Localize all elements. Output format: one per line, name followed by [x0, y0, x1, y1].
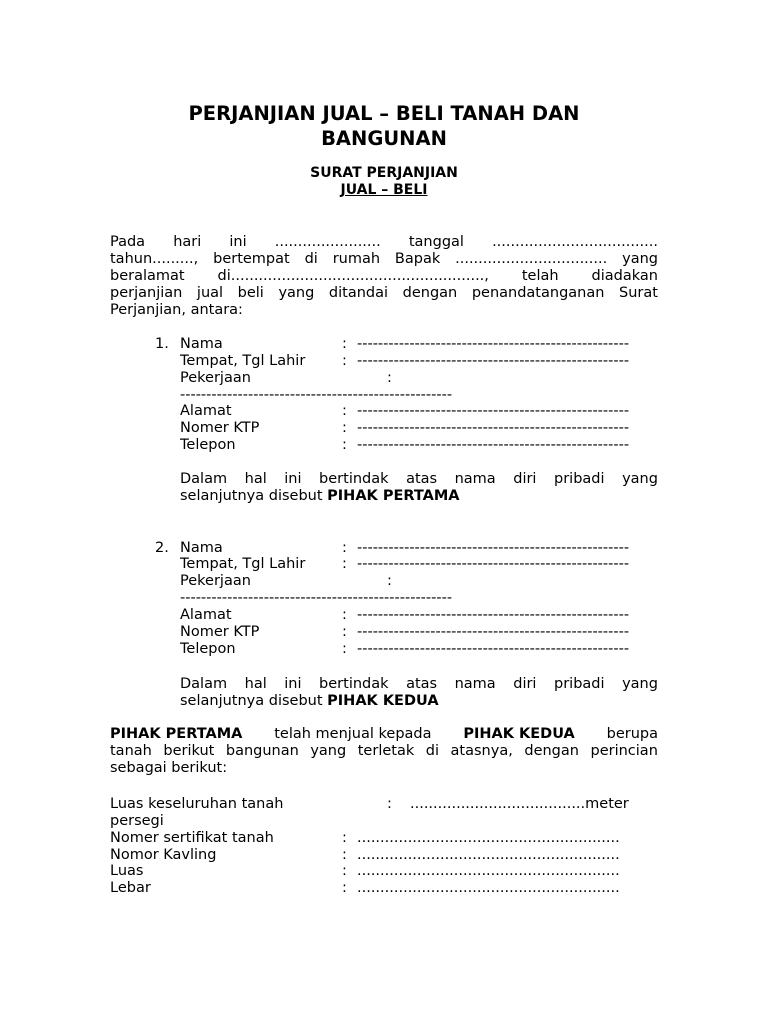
party-2-ttl-value: ----------------------------------------------------: [357, 556, 630, 572]
party-1-telepon-value: ----------------------------------------------------: [357, 437, 630, 453]
party-1-alamat-value: ----------------------------------------------------: [357, 403, 630, 419]
word: pribadi: [554, 471, 605, 487]
land-total-colon: :: [387, 796, 392, 812]
land-total-label: Luas keseluruhan tanah: [110, 796, 284, 812]
party-2-ttl-colon: :: [342, 556, 347, 572]
land-luas-label: Luas: [110, 863, 144, 879]
party-1-ktp-value: ----------------------------------------------------: [357, 420, 630, 436]
word: bertindak: [319, 471, 389, 487]
document-subtitle: [110, 165, 658, 199]
word: di: [425, 743, 440, 759]
land-total-wrap: persegi: [110, 813, 164, 829]
word: yang: [310, 743, 347, 759]
sale-party-1: PIHAK PERTAMA: [110, 726, 243, 742]
land-sertifikat-colon: :: [342, 830, 347, 846]
sale-line-3: sebagai berikut:: [110, 760, 228, 776]
land-sertifikat-label: Nomer sertifikat tanah: [110, 830, 274, 846]
land-lebar-colon: :: [342, 880, 347, 896]
party-2-ttl-label: Tempat, Tgl Lahir: [180, 556, 306, 572]
word: Dalam: [180, 471, 228, 487]
intro-line-2: [110, 251, 658, 268]
land-kavling-colon: :: [342, 847, 347, 863]
party-1-telepon-colon: :: [342, 437, 347, 453]
subtitle-line-2: JUAL – BELI: [340, 182, 428, 198]
party-1-ttl-value: ----------------------------------------------------: [357, 353, 630, 369]
word: diadakan: [591, 268, 658, 284]
word: nama: [454, 676, 496, 692]
party-1-nama-colon: :: [342, 336, 347, 352]
party-2-ktp-label: Nomer KTP: [180, 624, 260, 640]
land-lebar-label: Lebar: [110, 880, 151, 896]
party-1-alamat-label: Alamat: [180, 403, 232, 419]
word: atas: [406, 471, 438, 487]
party-1-statement-prefix: selanjutnya disebut: [180, 488, 328, 504]
word: penandatanganan: [471, 285, 605, 301]
party-2-role: PIHAK KEDUA: [327, 693, 439, 709]
party-2-pekerjaan-label: Pekerjaan: [180, 573, 251, 589]
party-1-pekerjaan-colon: :: [387, 370, 392, 386]
land-kavling-value: .........................................................: [357, 847, 620, 863]
word: yang: [622, 676, 658, 692]
title-line-1: PERJANJIAN JUAL – BELI TANAH DAN: [188, 102, 580, 125]
word: tanah: [110, 743, 152, 759]
intro-line-4: [110, 285, 658, 302]
sale-verb: telah menjual kepada: [274, 726, 432, 742]
party-1-statement-line-1: [180, 471, 658, 488]
word: rumah: [332, 251, 381, 267]
land-luas-value: .........................................................: [357, 863, 620, 879]
intro-line-5: Perjanjian, antara:: [110, 302, 243, 318]
word: dengan: [524, 743, 579, 759]
party-1-pekerjaan-label: Pekerjaan: [180, 370, 251, 386]
word: ini: [284, 471, 302, 487]
party-1-statement: [180, 471, 658, 505]
word: pribadi: [554, 676, 605, 692]
word: ini: [284, 676, 302, 692]
word: yang: [278, 285, 315, 301]
party-2-telepon-label: Telepon: [180, 641, 236, 657]
word: hari: [173, 234, 202, 250]
party-2-alamat-colon: :: [342, 607, 347, 623]
party-2-nama-label: Nama: [180, 540, 223, 556]
intro-line-3: [110, 268, 658, 285]
party-1-telepon-label: Telepon: [180, 437, 236, 453]
sale-line-2: [110, 743, 658, 760]
party-1-pekerjaan-value: ----------------------------------------------------: [180, 387, 453, 403]
party-1-alamat-colon: :: [342, 403, 347, 419]
word: di: [304, 251, 318, 267]
word: bertempat: [213, 251, 290, 267]
party-2-telepon-colon: :: [342, 641, 347, 657]
word: ....................................: [492, 234, 658, 250]
word: diri: [513, 471, 537, 487]
word: bangunan: [225, 743, 299, 759]
word: Pada: [110, 234, 146, 250]
word: dengan: [402, 285, 458, 301]
party-2-pekerjaan-value: ----------------------------------------------------: [180, 590, 453, 606]
word: atasnya,: [450, 743, 513, 759]
sale-line-1-end: berupa: [606, 726, 658, 742]
word: Surat: [619, 285, 658, 301]
word: .................................: [455, 251, 608, 267]
word: .......................: [274, 234, 381, 250]
intro-line-1: [110, 234, 658, 251]
party-2-ktp-value: ----------------------------------------------------: [357, 624, 630, 640]
word: berikut: [163, 743, 215, 759]
word: diri: [513, 676, 537, 692]
word: ini: [229, 234, 247, 250]
party-1-ktp-colon: :: [342, 420, 347, 436]
word: Bapak: [394, 251, 441, 267]
party-1-ktp-label: Nomer KTP: [180, 420, 260, 436]
word: tanggal: [408, 234, 464, 250]
party-2-ktp-colon: :: [342, 624, 347, 640]
party-2-telepon-value: ----------------------------------------------------: [357, 641, 630, 657]
sale-party-2: PIHAK KEDUA: [463, 726, 575, 742]
word: perincian: [590, 743, 658, 759]
word: hal: [244, 676, 267, 692]
intro-paragraph: [110, 234, 658, 319]
document-title: [110, 101, 658, 151]
land-lebar-value: .........................................................: [357, 880, 620, 896]
party-2-statement-line-1: [180, 676, 658, 693]
sale-line-1: [110, 726, 658, 743]
word: jual: [196, 285, 224, 301]
party-2-nama-value: ----------------------------------------------------: [357, 540, 630, 556]
subtitle-line-1: SURAT PERJANJIAN: [310, 165, 458, 181]
party-2-number: 2.: [155, 540, 169, 556]
land-kavling-label: Nomor Kavling: [110, 847, 217, 863]
party-2-statement-prefix: selanjutnya disebut: [180, 693, 328, 709]
word: nama: [454, 471, 496, 487]
word: yang: [622, 251, 658, 267]
word: beli: [237, 285, 264, 301]
word: telah: [521, 268, 559, 284]
party-2-alamat-value: ----------------------------------------------------: [357, 607, 630, 623]
word: yang: [622, 471, 658, 487]
word: hal: [244, 471, 267, 487]
word: tahun.........,: [110, 251, 199, 267]
word: perjanjian: [110, 285, 183, 301]
sale-paragraph: [110, 726, 658, 777]
party-1-nama-label: Nama: [180, 336, 223, 352]
word: beralamat: [110, 268, 185, 284]
word: bertindak: [319, 676, 389, 692]
party-1-role: PIHAK PERTAMA: [327, 488, 460, 504]
party-1-ttl-label: Tempat, Tgl Lahir: [180, 353, 306, 369]
word: Dalam: [180, 676, 228, 692]
title-line-2: BANGUNAN: [321, 127, 447, 150]
party-1-ttl-colon: :: [342, 353, 347, 369]
land-sertifikat-value: .........................................................: [357, 830, 620, 846]
land-total-value: ......................................meter: [410, 796, 629, 812]
party-2-pekerjaan-colon: :: [387, 573, 392, 589]
party-2-nama-colon: :: [342, 540, 347, 556]
party-1-number: 1.: [155, 336, 169, 352]
word: atas: [406, 676, 438, 692]
word: terletak: [357, 743, 415, 759]
word: di.......................................................,: [217, 268, 489, 284]
party-2-alamat-label: Alamat: [180, 607, 232, 623]
party-2-statement: [180, 676, 658, 710]
party-1-nama-value: ----------------------------------------------------: [357, 336, 630, 352]
word: ditandai: [328, 285, 389, 301]
land-luas-colon: :: [342, 863, 347, 879]
